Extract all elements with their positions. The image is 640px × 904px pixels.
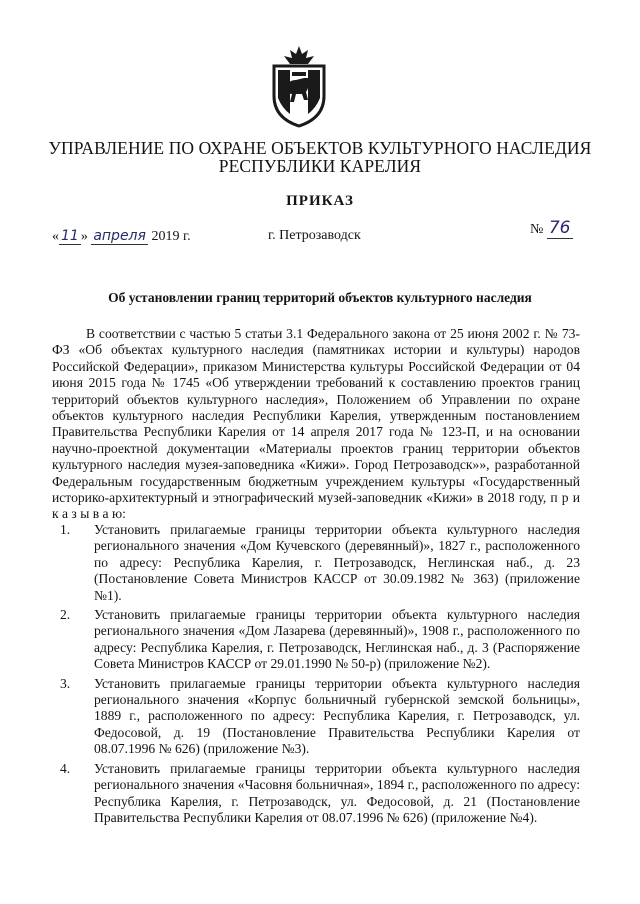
number-label: № — [530, 222, 544, 237]
number-value-handwritten: 76 — [548, 218, 571, 238]
list-item — [60, 761, 580, 827]
list-item — [60, 676, 580, 758]
organization-name-line2: РЕСПУБЛИКИ КАРЕЛИЯ — [218, 156, 422, 176]
date-quote-close: » — [80, 229, 88, 244]
item-number: 4. — [60, 760, 71, 776]
organization-name-line1: УПРАВЛЕНИЕ ПО ОХРАНЕ ОБЪЕКТОВ КУЛЬТУРНОГО НАСЛЕДИЯ — [48, 138, 592, 158]
item-number: 1. — [60, 522, 71, 537]
date-day-handwritten: 11 — [61, 228, 79, 244]
order-number — [530, 218, 573, 238]
order-word: п р и к а з ы в а ю: — [52, 490, 580, 522]
item-text: Установить прилагаемые границы территории объекта культурного наследия регионального значения «Корпус больничный губернской земской больницы», 1889 г., расположенного по адресу: Республика Карелия, г. Петрозаводск, ул. Федосовой, д. 19 (Постановление Правительства Республики Карелия от 08.07.1996 № 626) (приложение №3). — [94, 675, 580, 757]
order-date — [52, 228, 191, 245]
preamble — [52, 326, 580, 523]
date-month-handwritten: апреля — [93, 228, 146, 244]
date-quote-open: « — [52, 229, 59, 244]
order-subject: Об установлении границ территорий объектов культурного наследия — [108, 290, 532, 305]
order-items-list — [60, 522, 580, 829]
date-year: 2019 г. — [151, 229, 191, 244]
preamble-text: В соответствии с частью 5 статьи 3.1 Федерального закона от 25 июня 2002 г. № 73-ФЗ «Об объектах культурного наследия (памятниках истории и культуры) народов Российской Федерации», приказом Министерства культуры Российской Федерации от 04 июня 2015 года № 1745 «Об утверждении требований к составлению проектов границ территорий объектов культурного наследия», Положением об Управлении по охране объектов культурного наследия Республики Карелия, утвержденным постановлением Правительства Республики Карелия от 14 апреля 2017 года № 123-П, и на основании научно-проектной документации «Материалы проектов границ территории объектов культурного наследия музея-заповедника «Кижи». Город Петрозаводск»», разработанной Федеральным государственным бюджетным учреждением культуры «Государственный историко-архитектурный и этнографический музей-заповедник «Кижи» в 2018 году, — [52, 326, 580, 506]
item-text: Установить прилагаемые границы территории объекта культурного наследия регионального значения «Дом Лазарева (деревянный)», 1908 г., расположенного по адресу: Республика Карелия, г. Петрозаводск, Неглинская наб., д. 3 (Распоряжение Совета Министров КАССР от 29.01.1990 № 50-р) (приложение №2). — [94, 607, 580, 672]
item-text: Установить прилагаемые границы территории объекта культурного наследия регионального значения «Часовня больничная», 1894 г., расположенного по адресу: Республика Карелия, г. Петрозаводск, ул. Федосовой, д. 21 (Постановление Правительства Республики Карелия от 08.07.1996 № 626) (приложение №4). — [94, 760, 580, 825]
item-number: 2. — [60, 607, 71, 623]
city: г. Петрозаводск — [268, 228, 361, 243]
item-text: Установить прилагаемые границы территории объекта культурного наследия регионального значения «Дом Кучевского (деревянный)», 1827 г., расположенного по адресу: Республика Карелия, г. Петрозаводск, Неглинская наб., д. 23 (Постановление Совета Министров КАССР от 30.09.1982 № 363) (приложение №1). — [94, 522, 580, 603]
karelia-coat-of-arms-icon — [268, 44, 330, 128]
item-number: 3. — [60, 675, 71, 691]
document-title: ПРИКАЗ — [286, 193, 354, 209]
list-item — [60, 522, 580, 604]
list-item — [60, 607, 580, 673]
